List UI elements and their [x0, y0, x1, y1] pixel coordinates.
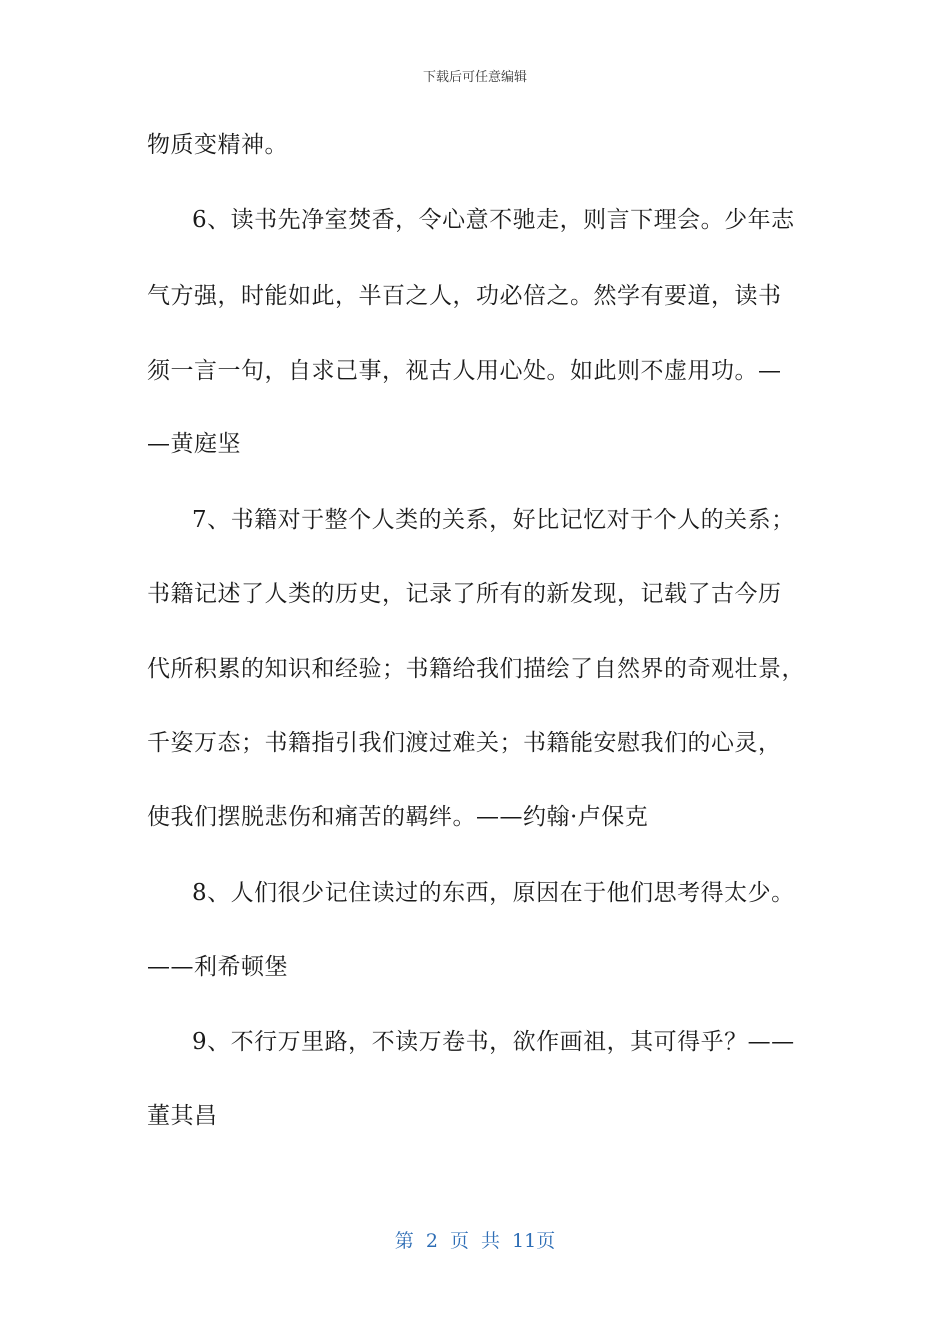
- text-line: 千姿万态；书籍指引我们渡过难关；书籍能安慰我们的心灵，: [147, 730, 782, 756]
- text-line: 须一言一句，自求己事，视古人用心处。如此则不虚用功。—: [147, 358, 782, 384]
- text-line: 董其昌: [147, 1103, 218, 1129]
- text-line: 9、不行万里路，不读万卷书，欲作画祖，其可得乎？——: [192, 1029, 795, 1055]
- text-line: 6、读书先净室焚香，令心意不驰走，则言下理会。少年志: [192, 207, 795, 233]
- page-number-footer: 第 2 页 共 11页: [394, 1230, 556, 1252]
- text-line: 书籍记述了人类的历史，记录了所有的新发现，记载了古今历: [147, 581, 782, 607]
- text-line: —黄庭坚: [147, 431, 241, 457]
- text-line: 气方强，时能如此，半百之人，功必倍之。然学有要道，读书: [147, 283, 782, 309]
- text-line: 8、人们很少记住读过的东西，原因在于他们思考得太少。: [192, 880, 795, 906]
- text-line: 代所积累的知识和经验；书籍给我们描绘了自然界的奇观壮景，: [147, 656, 805, 682]
- page-header: 下载后可任意编辑: [422, 70, 527, 85]
- text-line: 7、书籍对于整个人类的关系，好比记忆对于个人的关系；: [192, 507, 795, 533]
- text-line: ——利希顿堡: [147, 954, 288, 980]
- text-line: 物质变精神。: [147, 132, 288, 158]
- text-line: 使我们摆脱悲伤和痛苦的羁绊。——约翰·卢保克: [147, 804, 649, 830]
